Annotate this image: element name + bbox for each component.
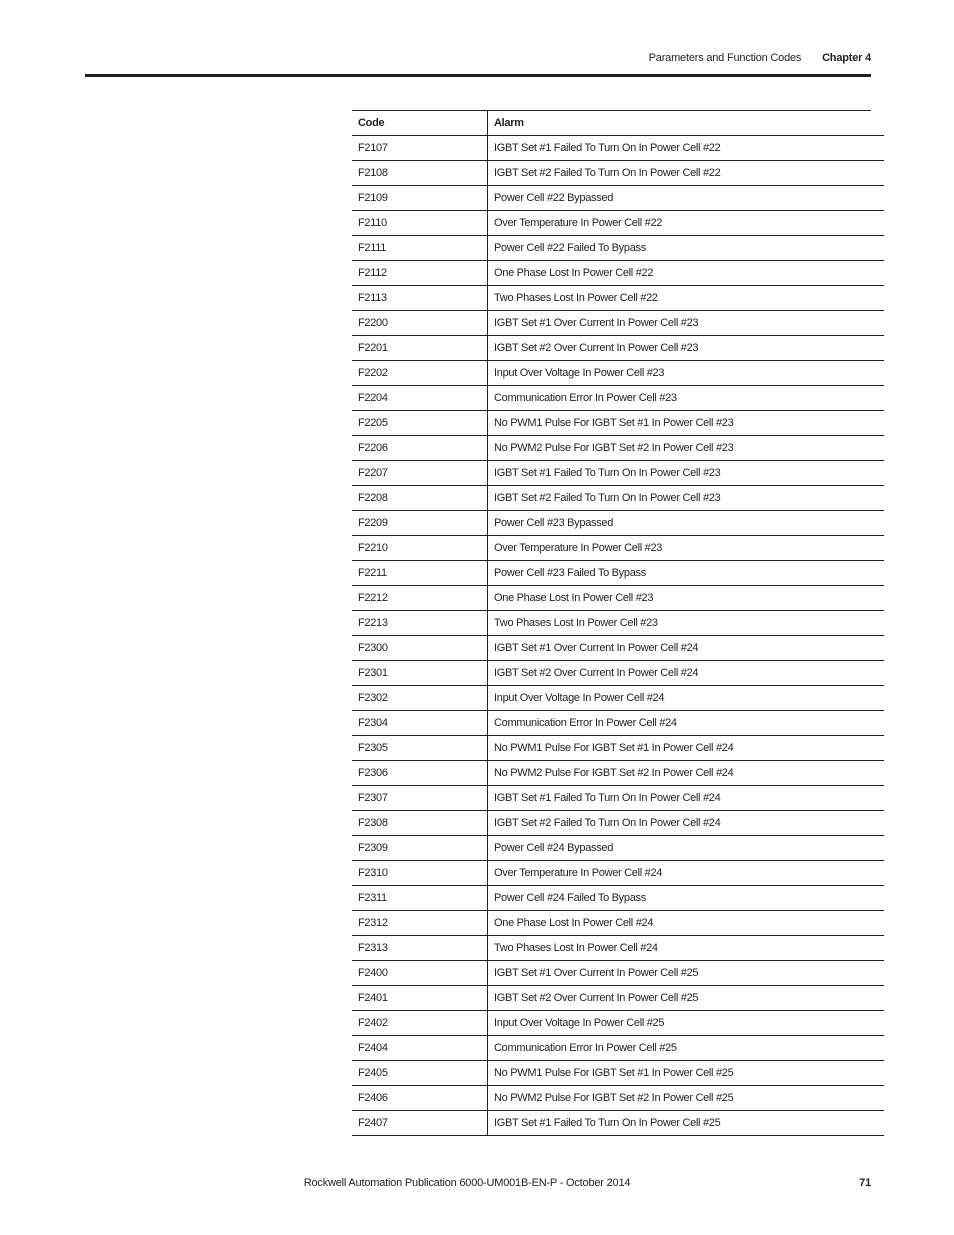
table-body bbox=[352, 136, 884, 1136]
table-row bbox=[352, 636, 884, 661]
alarm-description-cell: Power Cell #22 Failed To Bypass bbox=[488, 236, 885, 261]
alarm-description-cell: Power Cell #24 Bypassed bbox=[488, 836, 885, 861]
table-row bbox=[352, 761, 884, 786]
table-header-row bbox=[352, 111, 884, 136]
alarm-description-cell: No PWM2 Pulse For IGBT Set #2 In Power Cell #24 bbox=[488, 761, 885, 786]
fault-code-cell: F2406 bbox=[352, 1086, 488, 1111]
fault-code-cell: F2111 bbox=[352, 236, 488, 261]
fault-code-cell: F2407 bbox=[352, 1111, 488, 1136]
alarm-description-cell: IGBT Set #2 Over Current In Power Cell #24 bbox=[488, 661, 885, 686]
alarm-description-cell: IGBT Set #2 Failed To Turn On In Power Cell #24 bbox=[488, 811, 885, 836]
alarm-description-cell: Communication Error In Power Cell #24 bbox=[488, 711, 885, 736]
fault-code-cell: F2108 bbox=[352, 161, 488, 186]
fault-code-cell: F2213 bbox=[352, 611, 488, 636]
alarm-description-cell: Input Over Voltage In Power Cell #25 bbox=[488, 1011, 885, 1036]
alarm-description-cell: One Phase Lost In Power Cell #22 bbox=[488, 261, 885, 286]
table-row bbox=[352, 1036, 884, 1061]
alarm-description-cell: IGBT Set #1 Over Current In Power Cell #25 bbox=[488, 961, 885, 986]
table-row bbox=[352, 936, 884, 961]
fault-code-cell: F2307 bbox=[352, 786, 488, 811]
fault-code-cell: F2110 bbox=[352, 211, 488, 236]
table-row bbox=[352, 336, 884, 361]
table-row bbox=[352, 536, 884, 561]
alarm-description-cell: IGBT Set #1 Over Current In Power Cell #24 bbox=[488, 636, 885, 661]
alarm-description-cell: IGBT Set #2 Failed To Turn On In Power Cell #22 bbox=[488, 161, 885, 186]
table-row bbox=[352, 261, 884, 286]
table-row bbox=[352, 561, 884, 586]
table-row bbox=[352, 586, 884, 611]
fault-code-cell: F2301 bbox=[352, 661, 488, 686]
alarm-description-cell: Two Phases Lost In Power Cell #24 bbox=[488, 936, 885, 961]
alarm-description-cell: IGBT Set #2 Failed To Turn On In Power Cell #23 bbox=[488, 486, 885, 511]
fault-code-cell: F2200 bbox=[352, 311, 488, 336]
alarm-description-cell: Power Cell #24 Failed To Bypass bbox=[488, 886, 885, 911]
alarm-description-cell: IGBT Set #2 Over Current In Power Cell #23 bbox=[488, 336, 885, 361]
fault-code-cell: F2404 bbox=[352, 1036, 488, 1061]
fault-code-cell: F2109 bbox=[352, 186, 488, 211]
table-row bbox=[352, 511, 884, 536]
alarm-description-cell: One Phase Lost In Power Cell #23 bbox=[488, 586, 885, 611]
fault-code-cell: F2202 bbox=[352, 361, 488, 386]
table-row bbox=[352, 236, 884, 261]
fault-code-cell: F2209 bbox=[352, 511, 488, 536]
table-row bbox=[352, 161, 884, 186]
alarm-description-cell: One Phase Lost In Power Cell #24 bbox=[488, 911, 885, 936]
column-header-alarm: Alarm bbox=[488, 111, 885, 136]
fault-code-cell: F2212 bbox=[352, 586, 488, 611]
table-row bbox=[352, 486, 884, 511]
table-row bbox=[352, 886, 884, 911]
fault-code-cell: F2107 bbox=[352, 136, 488, 161]
alarm-description-cell: Input Over Voltage In Power Cell #24 bbox=[488, 686, 885, 711]
page-number: 71 bbox=[859, 1177, 871, 1189]
alarm-description-cell: IGBT Set #1 Failed To Turn On In Power Cell #23 bbox=[488, 461, 885, 486]
fault-code-cell: F2205 bbox=[352, 411, 488, 436]
alarm-description-cell: No PWM2 Pulse For IGBT Set #2 In Power Cell #25 bbox=[488, 1086, 885, 1111]
alarm-description-cell: Over Temperature In Power Cell #22 bbox=[488, 211, 885, 236]
fault-code-cell: F2309 bbox=[352, 836, 488, 861]
fault-code-cell: F2201 bbox=[352, 336, 488, 361]
alarm-description-cell: Input Over Voltage In Power Cell #23 bbox=[488, 361, 885, 386]
column-header-code: Code bbox=[352, 111, 488, 136]
publication-info: Rockwell Automation Publication 6000-UM001B-EN-P - October 2014 bbox=[303, 1177, 631, 1189]
table-row bbox=[352, 811, 884, 836]
fault-code-cell: F2204 bbox=[352, 386, 488, 411]
table-row bbox=[352, 961, 884, 986]
fault-code-cell: F2208 bbox=[352, 486, 488, 511]
table-row bbox=[352, 461, 884, 486]
page-header bbox=[649, 52, 871, 64]
fault-code-cell: F2300 bbox=[352, 636, 488, 661]
section-title: Parameters and Function Codes bbox=[648, 52, 802, 64]
fault-code-cell: F2402 bbox=[352, 1011, 488, 1036]
alarm-description-cell: No PWM1 Pulse For IGBT Set #1 In Power Cell #25 bbox=[488, 1061, 885, 1086]
table-row bbox=[352, 1061, 884, 1086]
fault-code-cell: F2302 bbox=[352, 686, 488, 711]
table-row bbox=[352, 411, 884, 436]
alarm-description-cell: Power Cell #22 Bypassed bbox=[488, 186, 885, 211]
table-row bbox=[352, 311, 884, 336]
table-row bbox=[352, 611, 884, 636]
fault-code-cell: F2113 bbox=[352, 286, 488, 311]
alarm-description-cell: Two Phases Lost In Power Cell #23 bbox=[488, 611, 885, 636]
page-footer bbox=[304, 1177, 871, 1189]
table-row bbox=[352, 836, 884, 861]
fault-code-cell: F2400 bbox=[352, 961, 488, 986]
table-row bbox=[352, 186, 884, 211]
table-row bbox=[352, 1086, 884, 1111]
alarm-description-cell: No PWM2 Pulse For IGBT Set #2 In Power Cell #23 bbox=[488, 436, 885, 461]
alarm-description-cell: IGBT Set #1 Failed To Turn On In Power Cell #24 bbox=[488, 786, 885, 811]
fault-code-cell: F2405 bbox=[352, 1061, 488, 1086]
table-row bbox=[352, 286, 884, 311]
table-row bbox=[352, 911, 884, 936]
table-row bbox=[352, 136, 884, 161]
table-row bbox=[352, 986, 884, 1011]
fault-code-cell: F2401 bbox=[352, 986, 488, 1011]
alarm-description-cell: Power Cell #23 Failed To Bypass bbox=[488, 561, 885, 586]
table-row bbox=[352, 1111, 884, 1136]
table-row bbox=[352, 711, 884, 736]
alarm-description-cell: Two Phases Lost In Power Cell #22 bbox=[488, 286, 885, 311]
fault-code-cell: F2207 bbox=[352, 461, 488, 486]
alarm-code-table bbox=[352, 111, 884, 1136]
fault-code-cell: F2306 bbox=[352, 761, 488, 786]
alarm-description-cell: Communication Error In Power Cell #23 bbox=[488, 386, 885, 411]
fault-code-cell: F2312 bbox=[352, 911, 488, 936]
fault-code-cell: F2305 bbox=[352, 736, 488, 761]
table-row bbox=[352, 1011, 884, 1036]
table-row bbox=[352, 661, 884, 686]
table-row bbox=[352, 211, 884, 236]
fault-code-cell: F2313 bbox=[352, 936, 488, 961]
alarm-description-cell: Over Temperature In Power Cell #24 bbox=[488, 861, 885, 886]
fault-code-cell: F2308 bbox=[352, 811, 488, 836]
alarm-description-cell: IGBT Set #1 Failed To Turn On In Power Cell #22 bbox=[488, 136, 885, 161]
header-rule bbox=[85, 74, 871, 77]
fault-code-cell: F2304 bbox=[352, 711, 488, 736]
alarm-description-cell: No PWM1 Pulse For IGBT Set #1 In Power Cell #23 bbox=[488, 411, 885, 436]
alarm-description-cell: Communication Error In Power Cell #25 bbox=[488, 1036, 885, 1061]
fault-code-cell: F2112 bbox=[352, 261, 488, 286]
chapter-label: Chapter 4 bbox=[822, 52, 871, 64]
table-row bbox=[352, 686, 884, 711]
fault-code-cell: F2206 bbox=[352, 436, 488, 461]
table-row bbox=[352, 861, 884, 886]
fault-code-cell: F2310 bbox=[352, 861, 488, 886]
alarm-description-cell: Power Cell #23 Bypassed bbox=[488, 511, 885, 536]
table-row bbox=[352, 436, 884, 461]
fault-code-cell: F2210 bbox=[352, 536, 488, 561]
fault-code-cell: F2211 bbox=[352, 561, 488, 586]
table-row bbox=[352, 736, 884, 761]
fault-code-cell: F2311 bbox=[352, 886, 488, 911]
table-row bbox=[352, 786, 884, 811]
alarm-description-cell: IGBT Set #1 Failed To Turn On In Power Cell #25 bbox=[488, 1111, 885, 1136]
table-row bbox=[352, 386, 884, 411]
alarm-description-cell: IGBT Set #2 Over Current In Power Cell #25 bbox=[488, 986, 885, 1011]
alarm-description-cell: Over Temperature In Power Cell #23 bbox=[488, 536, 885, 561]
table-row bbox=[352, 361, 884, 386]
alarm-description-cell: IGBT Set #1 Over Current In Power Cell #23 bbox=[488, 311, 885, 336]
alarm-description-cell: No PWM1 Pulse For IGBT Set #1 In Power Cell #24 bbox=[488, 736, 885, 761]
